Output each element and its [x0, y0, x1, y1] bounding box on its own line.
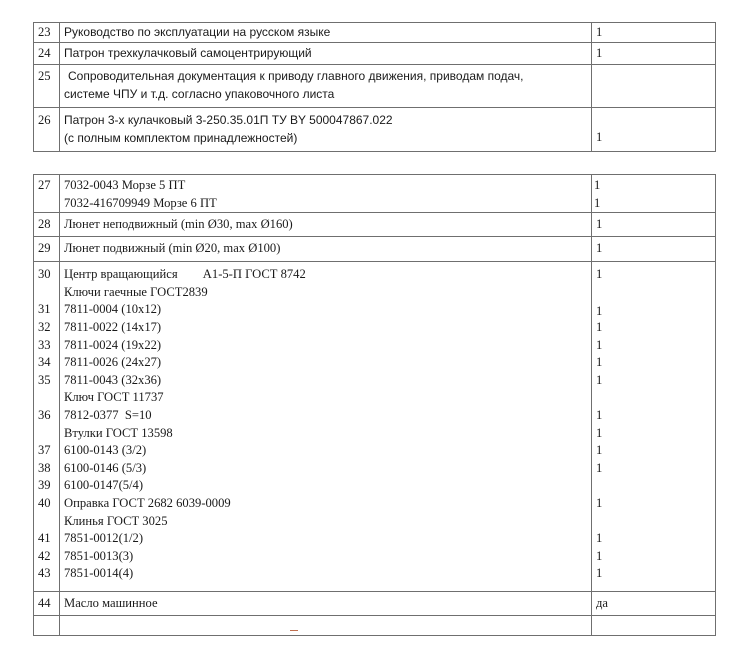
item-name: Люнет подвижный (min Ø20, max Ø100): [60, 237, 592, 262]
item-name-line: Оправка ГОСТ 2682 6039-0009: [64, 495, 231, 510]
row-number: 36: [38, 407, 51, 422]
item-name: Масло машинное: [60, 592, 592, 616]
quantity-line: [596, 389, 711, 407]
quantity-line: 1: [596, 566, 603, 581]
table-row: [34, 213, 716, 237]
row-number: 25: [34, 65, 60, 108]
row-number: 40: [38, 495, 51, 510]
item-name: [60, 175, 592, 213]
row-number: 34: [38, 355, 51, 370]
table-row: [34, 237, 716, 262]
item-name-line: 7811-0004 (10х12): [64, 302, 162, 317]
quantity-line: 1: [596, 548, 603, 563]
empty-cell: [34, 616, 60, 636]
item-name-line: 7812-0377 S=10: [64, 407, 152, 422]
item-name-line: Клинья ГОСТ 3025: [64, 513, 168, 528]
row-number: 24: [34, 43, 60, 65]
item-quantity: [592, 175, 716, 213]
item-name-line: 7811-0043 (32х36): [64, 372, 162, 387]
empty-cell: [592, 616, 716, 636]
item-name-line: 7032-0043 Морзе 5 ПТ: [64, 178, 186, 192]
quantity-line: 1: [596, 495, 603, 510]
row-number: 32: [38, 319, 51, 334]
quantity-line: 1: [594, 195, 601, 210]
table-row: [34, 43, 716, 65]
ink-mark: [290, 630, 298, 631]
item-quantity: [592, 65, 716, 108]
item-name-line: Ключи гаечные ГОСТ2839: [64, 284, 208, 299]
row-number: 29: [34, 237, 60, 262]
item-quantity: 1: [592, 213, 716, 237]
item-name-line: 7032-416709949 Морзе 6 ПТ: [64, 195, 217, 210]
table-row: [34, 65, 716, 108]
quantity-line: 1: [596, 304, 603, 319]
item-name: Патрон трехкулачковый самоцентрирующий: [60, 43, 592, 65]
quantity-line: 1: [596, 460, 603, 475]
row-number: 42: [38, 548, 51, 563]
item-name-line: 7851-0013(3): [64, 548, 134, 563]
item-name-line: 7811-0024 (19х22): [64, 337, 162, 352]
quantity-line: [596, 477, 711, 495]
item-name-line: 7851-0012(1/2): [64, 531, 144, 546]
quantity-line: 1: [594, 178, 601, 192]
quantity-line: 1: [596, 443, 603, 458]
row-number: 30: [38, 267, 51, 282]
table-row: [34, 23, 716, 43]
quantity-line: 1: [596, 267, 603, 282]
item-name-line: 7811-0026 (24х27): [64, 355, 162, 370]
item-name-line: 7851-0014(4): [64, 566, 134, 581]
row-number: 43: [38, 566, 51, 581]
item-names: [60, 262, 592, 592]
item-name: Люнет неподвижный (min Ø30, max Ø160): [60, 213, 592, 237]
row-number: [38, 513, 55, 531]
quantity-line: 1: [596, 319, 603, 334]
row-number: 37: [38, 443, 51, 458]
item-name-line: Втулки ГОСТ 13598: [64, 425, 173, 440]
row-number: [38, 284, 55, 302]
item-name: Руководство по эксплуатации на русском языке: [60, 23, 592, 43]
row-number: 27: [34, 175, 60, 213]
quantity-line: 1: [596, 337, 603, 352]
quantity-line: 1: [596, 425, 603, 440]
row-numbers: [34, 262, 60, 592]
row-number: 33: [38, 337, 51, 352]
table-row: [34, 592, 716, 616]
item-quantity: 1: [592, 108, 716, 152]
item-quantity: 1: [592, 237, 716, 262]
item-name-line: Ключ ГОСТ 11737: [64, 390, 164, 405]
item-name: [60, 108, 592, 152]
equipment-table-bottom: [33, 174, 716, 636]
quantity-line: [596, 284, 711, 302]
item-quantity: да: [592, 592, 716, 616]
item-name-line: системе ЧПУ и т.д. согласно упаковочного листа: [64, 86, 335, 101]
row-number: 38: [38, 460, 51, 475]
row-number: 31: [38, 302, 51, 317]
item-name-line: 7811-0022 (14х17): [64, 319, 162, 334]
item-quantity: 1: [592, 43, 716, 65]
row-number: 35: [38, 372, 51, 387]
equipment-table-top: [33, 22, 716, 152]
row-number: 26: [34, 108, 60, 152]
quantity-line: 1: [596, 407, 603, 422]
table-row: [34, 108, 716, 152]
item-quantity: 1: [592, 23, 716, 43]
row-number: 28: [34, 213, 60, 237]
quantity-line: [596, 513, 711, 531]
item-name-line: Центр вращающийся А1-5-П ГОСТ 8742: [64, 267, 306, 282]
item-name-line: Патрон 3-х кулачковый 3-250.35.01П ТУ BY 500047867.022: [64, 113, 393, 127]
quantity-line: 1: [596, 372, 603, 387]
item-name-line: 6100-0147(5/4): [64, 478, 144, 493]
row-number: 23: [34, 23, 60, 43]
quantity-line: 1: [596, 531, 603, 546]
item-name-line: 6100-0143 (3/2): [64, 443, 147, 458]
quantity-line: 1: [596, 355, 603, 370]
table-row-empty: [34, 616, 716, 636]
table-row: [34, 175, 716, 213]
row-number: 41: [38, 531, 51, 546]
row-number: [38, 425, 55, 443]
row-number: 44: [34, 592, 60, 616]
row-number: [38, 389, 55, 407]
item-name-line: 6100-0146 (5/3): [64, 460, 147, 475]
item-name: [60, 65, 592, 108]
item-quantities: [592, 262, 716, 592]
item-name-line: (с полным комплектом принадлежностей): [64, 130, 298, 145]
empty-cell: [60, 616, 592, 636]
row-number: 39: [38, 478, 51, 493]
item-name-line: Сопроводительная документация к приводу главного движения, приводам подач,: [68, 69, 524, 83]
table-row-group: [34, 262, 716, 592]
